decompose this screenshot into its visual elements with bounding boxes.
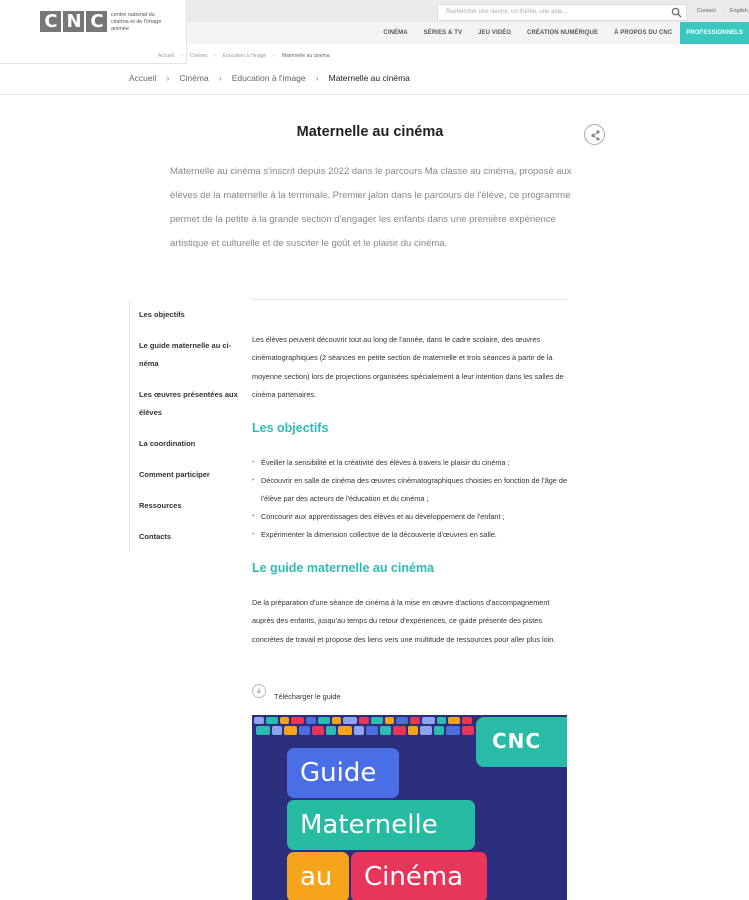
- breadcrumb: [129, 73, 410, 83]
- crumb-accueil[interactable]: Accueil: [129, 73, 157, 83]
- cover-word-guide: Guide: [287, 748, 399, 798]
- search-input[interactable]: [437, 4, 687, 21]
- chevron-right-icon: ›: [315, 73, 319, 83]
- download-guide-link[interactable]: Télécharger le guide: [274, 692, 341, 701]
- sidebar-item-guide[interactable]: Le guide maternelle au ci-néma: [139, 341, 232, 368]
- chevron-icon: ›: [181, 53, 183, 59]
- sidebar-item-participer[interactable]: Comment participer: [139, 470, 210, 479]
- list-item: • Expérimenter la dimension collective de la découverte d'œuvres en salle.: [252, 526, 567, 544]
- sidebar-nav: [129, 300, 241, 552]
- cover-word-cinema: Cinéma: [351, 852, 487, 900]
- crumb-small-education[interactable]: Education à l'image: [222, 53, 267, 59]
- chevron-right-icon: ›: [166, 73, 170, 83]
- share-icon: [585, 125, 606, 146]
- heading-guide: Le guide maternelle au cinéma: [252, 561, 435, 575]
- nav-professionnels[interactable]: PROFESSIONNELS: [680, 22, 749, 44]
- crumb-small-current: Maternelle au cinéma: [281, 53, 330, 59]
- heading-objectifs: Les objectifs: [252, 421, 329, 435]
- logo-letter-n: N: [63, 11, 84, 32]
- cover-word-au: au: [287, 852, 349, 900]
- chevron-right-icon: ›: [218, 73, 222, 83]
- nav-creation-numerique[interactable]: CRÉATION NUMÉRIQUE: [527, 30, 599, 36]
- search-icon[interactable]: [671, 7, 682, 18]
- list-item: • Éveiller la sensibilité et la créativité des élèves à travers le plaisir du cinéma ;: [252, 454, 567, 472]
- objectifs-list: [252, 454, 567, 544]
- separator: ·: [721, 8, 724, 14]
- crumb-education[interactable]: Education à l'image: [231, 73, 306, 83]
- nav-jeu-video[interactable]: JEU VIDÉO: [478, 30, 512, 36]
- top-links: [697, 8, 748, 14]
- logo-subtitle: centre national du cinéma et de l'image animée: [111, 12, 162, 32]
- chevron-icon: ›: [214, 53, 216, 59]
- nav-cinema[interactable]: CINÉMA: [383, 30, 408, 36]
- sidebar-item-ressources[interactable]: Ressources: [139, 501, 182, 510]
- cover-word-maternelle: Maternelle: [287, 800, 475, 850]
- contact-link[interactable]: Contact: [697, 8, 716, 14]
- list-item: • Concourir aux apprentissages des élèves et au développement de l'enfant ;: [252, 508, 567, 526]
- sidebar-item-contacts[interactable]: Contacts: [139, 532, 172, 541]
- share-button[interactable]: [584, 124, 605, 145]
- nav-a-propos[interactable]: À PROPOS DU CNC: [614, 30, 673, 36]
- english-link[interactable]: English: [729, 8, 748, 14]
- sidebar-item-coordination[interactable]: La coordination: [139, 439, 196, 448]
- sidebar-item-objectifs[interactable]: Les objectifs: [139, 310, 185, 319]
- intro-text: Maternelle au cinéma s'inscrit depuis 2022 dans le parcours Ma classe au cinéma, proposé aux élèves de la maternelle à la terminale. Premier jalon dans le parcours de l'élève, ce programme permet de la petite à la grande section d'engager les enfants dans une première expérience artistique et culturelle et de susciter le goût et le plaisir du cinéma.: [170, 166, 572, 249]
- divider: [0, 94, 749, 95]
- cover-logo-text: CNC: [492, 729, 542, 753]
- content-divider: [252, 299, 567, 300]
- paragraph-guide: De la préparation d'une séance de cinéma à la mise en œuvre d'actions d'accompagnement auprès des enfants, jusqu'au temps du retour d'expériences, ce guide présente des pistes concrètes de travail et propose des liens vers une multitude de ressources pour aller plus loin.: [252, 598, 556, 644]
- crumb-cinema[interactable]: Cinéma: [179, 73, 209, 83]
- breadcrumb-small: [158, 53, 330, 59]
- crumb-small-accueil[interactable]: Accueil: [158, 53, 175, 59]
- nav-series-tv[interactable]: SÉRIES & TV: [423, 30, 463, 36]
- crumb-current: Maternelle au cinéma: [328, 73, 410, 83]
- sidebar-item-oeuvres[interactable]: Les œuvres présentées aux élèves: [139, 390, 238, 417]
- paragraph-intro: Les élèves peuvent découvrir tout au long de l'année, dans le cadre scolaire, des œuvres cinématographiques (2 séances en petite section de maternelle et trois séances à partir de la moyenne section) lors de projections organisées spécialement à leur intention dans les salles de cinéma partenaires.: [252, 335, 564, 399]
- cnc-logo-mark: [40, 11, 107, 32]
- search-placeholder: Rechercher une œuvre, un thème, une aide…: [446, 9, 569, 15]
- guide-cover-image[interactable]: [252, 715, 567, 900]
- download-icon[interactable]: [252, 684, 266, 698]
- logo-letter-c: C: [40, 11, 61, 32]
- list-item: • Découvrir en salle de cinéma des œuvres cinématographiques choisies en fonction de l'âge de l'élève par des acteurs de l'éducation et du cinéma ;: [252, 472, 567, 508]
- crumb-small-cinema[interactable]: Cinéma: [189, 53, 208, 59]
- chevron-icon: ›: [273, 53, 275, 59]
- page-title: Maternelle au cinéma: [296, 124, 444, 140]
- logo-letter-c2: C: [86, 11, 107, 32]
